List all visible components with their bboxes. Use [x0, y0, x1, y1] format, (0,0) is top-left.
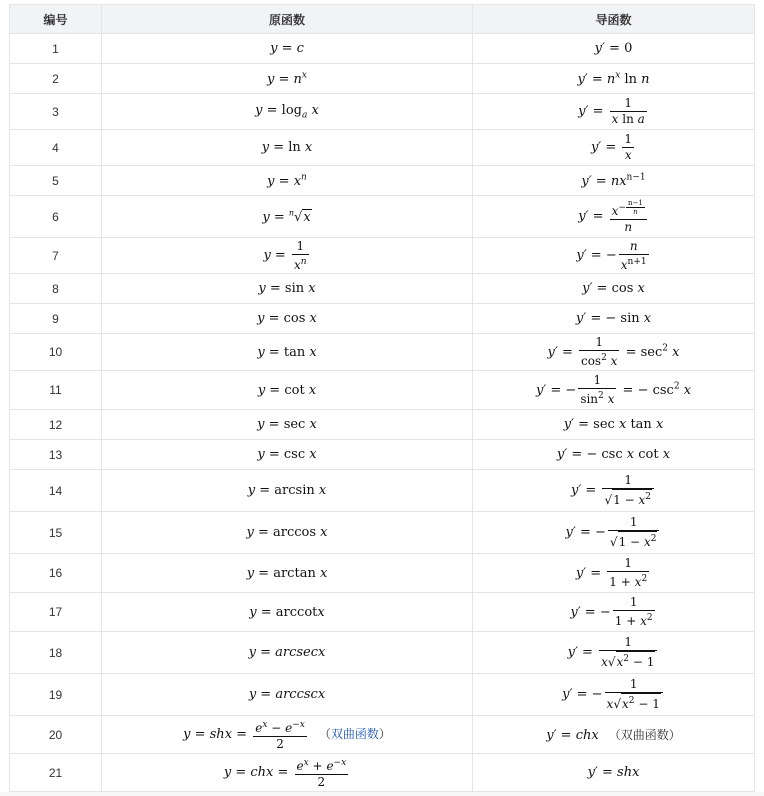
table-row [10, 196, 755, 238]
table-row [10, 334, 755, 371]
derivative-cell: y′ = $\frac{1}{x√x^2 - 1}$ [473, 632, 755, 674]
original-function-cell: y = $\frac{1}{x^n}$ [102, 238, 473, 274]
hyperbolic-function-link[interactable]: 双曲函数 [330, 727, 379, 741]
original-function-cell: y = $^n$√x [102, 196, 473, 238]
original-function-cell: y = ln x [102, 130, 473, 166]
table-row [10, 440, 755, 470]
row-number: 18 [10, 632, 102, 674]
table-row [10, 34, 755, 64]
table-row [10, 64, 755, 94]
derivative-cell: y′ = $\frac{1}{\cos^2 x}$ = $\sec^2 x$ [473, 334, 755, 371]
table-row [10, 274, 755, 304]
row-number: 4 [10, 130, 102, 166]
table-row [10, 754, 755, 792]
table-row [10, 410, 755, 440]
header-derivative: 导函数 [473, 5, 755, 34]
table-row [10, 371, 755, 410]
row-number: 9 [10, 304, 102, 334]
original-function-cell: y = arccscx [102, 674, 473, 716]
table-row [10, 674, 755, 716]
row-number: 8 [10, 274, 102, 304]
original-function-cell: y = arcsin x [102, 470, 473, 512]
original-function-cell: y = cos x [102, 304, 473, 334]
derivative-cell: y′ = $\frac{1}{x}$ [473, 130, 755, 166]
derivative-cell: y′ = shx [473, 754, 755, 792]
row-number: 15 [10, 512, 102, 554]
original-function-cell: y = arcsecx [102, 632, 473, 674]
derivative-cell: y′ = cos x [473, 274, 755, 304]
original-function-cell: y = shx = $\frac{e^x - e^{-x}}{2}$ （双曲函数） [102, 716, 473, 754]
row-number: 10 [10, 334, 102, 371]
original-function-cell: y = arccotx [102, 593, 473, 632]
original-function-cell: y = csc x [102, 440, 473, 470]
derivative-cell: y′ = − $\frac{1}{x√x^2 - 1}$ [473, 674, 755, 716]
derivative-table [9, 4, 755, 792]
original-function-cell: y = chx = $\frac{e^x + e^{-x}}{2}$ [102, 754, 473, 792]
original-function-cell: y = c [102, 34, 473, 64]
row-number: 3 [10, 94, 102, 130]
row-number: 6 [10, 196, 102, 238]
header-original-function: 原函数 [102, 5, 473, 34]
table-header-row [10, 5, 755, 34]
derivative-cell: y′ = − $\frac{1}{\sin^2 x}$ = − $\csc^2 x$ [473, 371, 755, 410]
derivative-cell: y′ = − sin x [473, 304, 755, 334]
derivative-cell: y′ = sec x tan x [473, 410, 755, 440]
hyperbolic-note: （双曲函数） [318, 727, 391, 741]
header-number: 编号 [10, 5, 102, 34]
row-number: 21 [10, 754, 102, 792]
row-number: 1 [10, 34, 102, 64]
original-function-cell: y = arctan x [102, 554, 473, 593]
row-number: 13 [10, 440, 102, 470]
original-function-cell: y = tan x [102, 334, 473, 371]
table-row [10, 716, 755, 754]
row-number: 5 [10, 166, 102, 196]
row-number: 12 [10, 410, 102, 440]
derivative-cell: y′ = $x^{- \frac{n-1}{n}}$ n [473, 196, 755, 238]
table-row [10, 593, 755, 632]
original-function-cell: y = sin x [102, 274, 473, 304]
derivative-cell: $y' = nx^{n-1}$ [473, 166, 755, 196]
original-function-cell: y = sec x [102, 410, 473, 440]
original-function-cell: $y = x^n$ [102, 166, 473, 196]
table-row [10, 512, 755, 554]
derivative-cell: y′ = $\frac{1}{\text{x ln a}}$ [473, 94, 755, 130]
table-row [10, 304, 755, 334]
table-row [10, 238, 755, 274]
derivative-cell: y′ = $\frac{1}{√1 - x^2}$ [473, 470, 755, 512]
row-number: 11 [10, 371, 102, 410]
derivative-cell: y′ = 0 [473, 34, 755, 64]
row-number: 7 [10, 238, 102, 274]
original-function-cell: $y = n^x$ [102, 64, 473, 94]
original-function-cell: y = cot x [102, 371, 473, 410]
table-row [10, 166, 755, 196]
table-row [10, 632, 755, 674]
row-number: 17 [10, 593, 102, 632]
original-function-cell: y = arccos x [102, 512, 473, 554]
derivative-cell: $y' = n^x$ ln n [473, 64, 755, 94]
derivative-cell: y′ = − $\frac{1}{√1 - x^2}$ [473, 512, 755, 554]
row-number: 19 [10, 674, 102, 716]
row-number: 16 [10, 554, 102, 593]
hyperbolic-note: （双曲函数） [608, 728, 681, 742]
derivative-cell: y′ = chx （双曲函数） [473, 716, 755, 754]
row-number: 14 [10, 470, 102, 512]
derivative-cell: y′ = − $\frac{n}{x^{n+1}}$ [473, 238, 755, 274]
bottom-edge [0, 792, 764, 796]
table-row [10, 130, 755, 166]
table-row [10, 470, 755, 512]
derivative-cell: y′ = $\frac{1}{1 + x^2}$ [473, 554, 755, 593]
derivative-table-container [9, 4, 754, 792]
table-row [10, 554, 755, 593]
row-number: 2 [10, 64, 102, 94]
table-row [10, 94, 755, 130]
derivative-cell: y′ = − $\frac{1}{1 + x^2}$ [473, 593, 755, 632]
derivative-cell: y′ = − csc x cot x [473, 440, 755, 470]
row-number: 20 [10, 716, 102, 754]
original-function-cell: $y = \log_a x$ [102, 94, 473, 130]
